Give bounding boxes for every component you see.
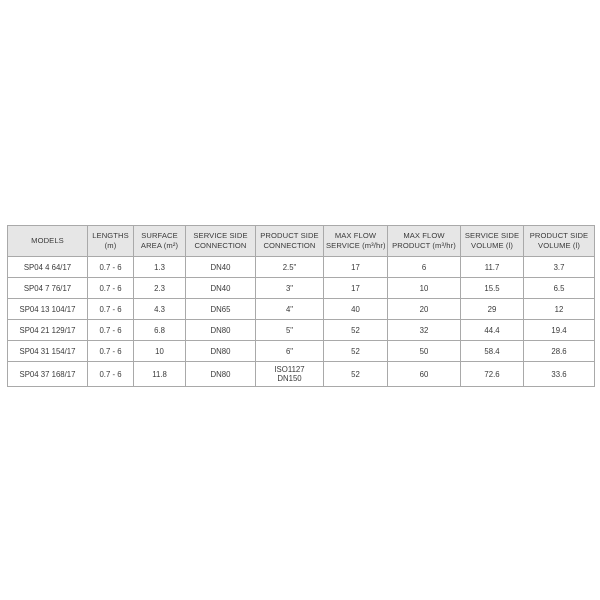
table-row (8, 257, 595, 278)
model-cell (8, 299, 88, 320)
lengths-cell (88, 362, 134, 387)
max-flow-service-cell (324, 257, 388, 278)
header-surface-area (134, 226, 186, 257)
header-label-line: MODELS (31, 236, 64, 245)
max-flow-service-cell (324, 320, 388, 341)
surface-area-cell (134, 320, 186, 341)
product-connection-cell (256, 362, 324, 387)
cell-value: 60 (419, 369, 429, 379)
cell-value: 0.7 - 6 (99, 346, 122, 356)
header-label-line: SERVICE (m³/hr) (326, 241, 386, 250)
service-volume-cell (461, 278, 524, 299)
header-service-side-volume (461, 226, 524, 257)
cell-value: DN80 (210, 325, 231, 335)
cell-value: 2.3 (154, 283, 165, 293)
header-label-line: VOLUME (l) (538, 241, 580, 250)
specifications-table (7, 225, 595, 387)
product-volume-cell (524, 299, 595, 320)
cell-value: SP04 31 154/17 (19, 346, 76, 356)
surface-area-cell (134, 362, 186, 387)
cell-value: 4.3 (154, 304, 165, 314)
cell-value: 19.4 (551, 325, 567, 335)
header-max-flow-service (324, 226, 388, 257)
product-connection-cell (256, 320, 324, 341)
surface-area-cell (134, 341, 186, 362)
header-label-line: CONNECTION (263, 241, 316, 250)
cell-value: 10 (419, 283, 429, 293)
cell-value: 33.6 (551, 369, 567, 379)
header-service-side-connection (186, 226, 256, 257)
cell-value: 20 (419, 304, 429, 314)
table-row (8, 362, 595, 387)
table-row (8, 299, 595, 320)
cell-value: 4" (285, 304, 294, 314)
lengths-cell (88, 257, 134, 278)
cell-value: 52 (351, 325, 360, 335)
header-product-side-volume (524, 226, 595, 257)
max-flow-product-cell (388, 278, 461, 299)
header-label-line: SERVICE SIDE (193, 231, 248, 240)
model-cell (8, 257, 88, 278)
max-flow-product-cell (388, 362, 461, 387)
cell-value: DN150 (277, 374, 302, 383)
cell-value: SP04 37 168/17 (19, 369, 76, 379)
cell-value: SP04 7 76/17 (23, 283, 72, 293)
cell-value: 11.7 (484, 262, 500, 272)
service-volume-cell (461, 299, 524, 320)
cell-value: ISO1127 (274, 365, 305, 374)
model-cell (8, 341, 88, 362)
service-connection-cell (186, 320, 256, 341)
product-connection-cell (256, 341, 324, 362)
max-flow-service-cell (324, 299, 388, 320)
header-label-line: PRODUCT SIDE (260, 231, 319, 240)
product-connection-cell (256, 257, 324, 278)
cell-value: 0.7 - 6 (99, 304, 122, 314)
max-flow-service-cell (324, 362, 388, 387)
product-connection-cell (256, 278, 324, 299)
max-flow-product-cell (388, 320, 461, 341)
cell-value: 6.5 (553, 283, 565, 293)
header-label-line: PRODUCT SIDE (529, 231, 589, 240)
cell-value: 44.4 (484, 325, 500, 335)
cell-value: 58.4 (484, 346, 500, 356)
lengths-cell (88, 341, 134, 362)
product-volume-cell (524, 257, 595, 278)
table-row (8, 278, 595, 299)
cell-value: DN65 (210, 304, 231, 314)
cell-value: SP04 13 104/17 (19, 304, 76, 314)
cell-value: 11.8 (152, 369, 167, 379)
cell-value: 32 (419, 325, 429, 335)
cell-value: 6 (421, 262, 427, 272)
cell-value: 29 (487, 304, 497, 314)
header-max-flow-product (388, 226, 461, 257)
cell-value: 52 (351, 346, 360, 356)
header-label-line: PRODUCT (m³/hr) (392, 241, 456, 250)
surface-area-cell (134, 257, 186, 278)
cell-value: 17 (351, 283, 360, 293)
cell-value: 0.7 - 6 (99, 369, 122, 379)
cell-value: 15.5 (484, 283, 500, 293)
cell-value: 6" (285, 346, 294, 356)
header-label-line: (m) (104, 241, 117, 250)
cell-value: 3.7 (553, 262, 565, 272)
cell-value: 5" (285, 325, 294, 335)
service-connection-cell (186, 362, 256, 387)
service-volume-cell (461, 362, 524, 387)
header-label-line: VOLUME (l) (471, 241, 513, 250)
service-connection-cell (186, 299, 256, 320)
cell-value: 17 (351, 262, 360, 272)
service-connection-cell (186, 278, 256, 299)
header-product-side-connection (256, 226, 324, 257)
table-body (8, 257, 595, 387)
lengths-cell (88, 278, 134, 299)
max-flow-product-cell (388, 257, 461, 278)
header-row (8, 226, 595, 257)
service-connection-cell (186, 341, 256, 362)
cell-value: 72.6 (484, 369, 500, 379)
service-volume-cell (461, 341, 524, 362)
cell-value: 0.7 - 6 (99, 262, 122, 272)
cell-value: 1.3 (154, 262, 165, 272)
cell-value: 6.8 (154, 325, 165, 335)
cell-value: 10 (155, 346, 164, 356)
max-flow-product-cell (388, 299, 461, 320)
header-label-line: SERVICE SIDE (464, 231, 520, 240)
cell-value: DN80 (210, 346, 231, 356)
header-label-line: MAX FLOW (403, 231, 445, 240)
cell-value: DN80 (210, 369, 231, 379)
max-flow-product-cell (388, 341, 461, 362)
surface-area-cell (134, 299, 186, 320)
table-header (8, 226, 595, 257)
header-label-line: MAX FLOW (334, 231, 377, 240)
service-connection-cell (186, 257, 256, 278)
cell-value: 0.7 - 6 (99, 325, 122, 335)
cell-value: 50 (419, 346, 429, 356)
lengths-cell (88, 299, 134, 320)
cell-value: DN40 (210, 262, 231, 272)
product-volume-cell (524, 341, 595, 362)
cell-value: 0.7 - 6 (99, 283, 122, 293)
model-cell (8, 362, 88, 387)
cell-value: 52 (351, 369, 360, 379)
cell-value: SP04 4 64/17 (23, 262, 72, 272)
model-cell (8, 278, 88, 299)
cell-value: 12 (554, 304, 564, 314)
header-models (8, 226, 88, 257)
table-row (8, 341, 595, 362)
cell-value: 28.6 (551, 346, 567, 356)
cell-value: 3" (285, 283, 294, 293)
max-flow-service-cell (324, 278, 388, 299)
header-label-line: SURFACE (141, 231, 178, 240)
product-volume-cell (524, 362, 595, 387)
cell-value: 2.5" (282, 262, 297, 272)
max-flow-service-cell (324, 341, 388, 362)
cell-value: DN40 (210, 283, 231, 293)
product-volume-cell (524, 278, 595, 299)
product-volume-cell (524, 320, 595, 341)
model-cell (8, 320, 88, 341)
table-row (8, 320, 595, 341)
service-volume-cell (461, 320, 524, 341)
cell-value: SP04 21 129/17 (19, 325, 76, 335)
surface-area-cell (134, 278, 186, 299)
cell-value: 40 (351, 304, 360, 314)
header-label-line: CONNECTION (194, 241, 247, 250)
product-connection-cell (256, 299, 324, 320)
header-label-line: AREA (m²) (140, 241, 179, 250)
header-lengths (88, 226, 134, 257)
lengths-cell (88, 320, 134, 341)
service-volume-cell (461, 257, 524, 278)
header-label-line: LENGTHS (92, 231, 129, 240)
